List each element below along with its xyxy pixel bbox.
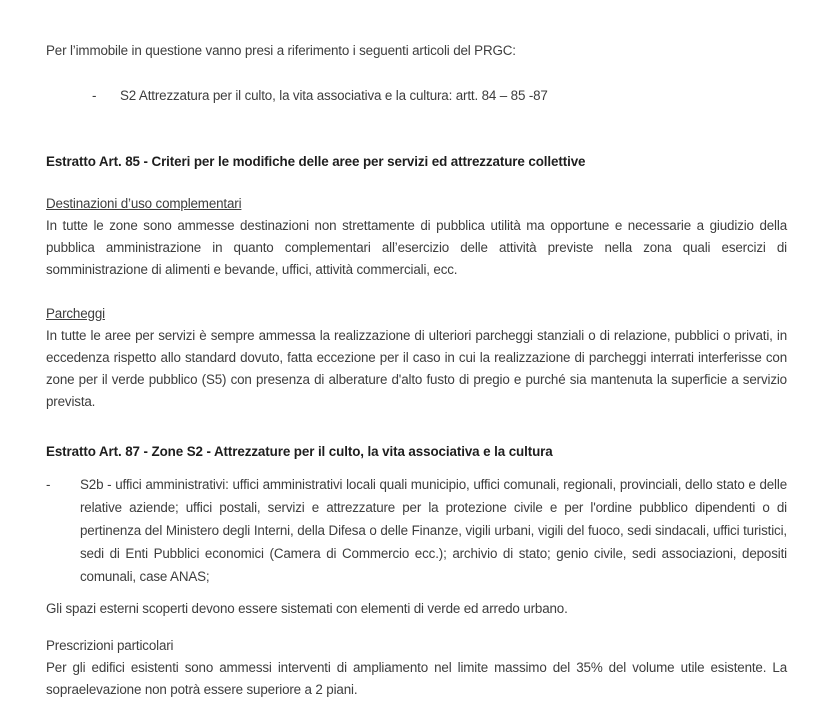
parcheggi-section-title: Parcheggi	[46, 306, 105, 321]
s2b-bullet	[46, 473, 787, 588]
prescriptions-title: Prescrizioni particolari	[46, 638, 174, 653]
s2b-bullet-text: S2b - uffici amministrativi: uffici amministrativi locali quali municipio, uffici comunali, regionali, provinciali, dello stato e delle relative aziende; uffici postali, servizi e attrezzature per la protezione civile e per l'ordine pubblico dipendenti o di pertinenza del Ministero degli Interni, della Difesa o delle Finanze, vigili urbani, vigili del fuoco, sedi sindacali, uffici turistici, sedi di Enti Pubblici economici (Camera di Commercio ecc.); archivio di stato; genio civile, sedi associazioni, depositi comunali, case ANAS;	[80, 477, 787, 584]
prescriptions-body: Per gli edifici esistenti sono ammessi interventi di ampliamento nel limite massimo del 35% del volume utile esistente. La sopraelevazione non potrà essere superiore a 2 piani.	[46, 660, 787, 697]
art85-heading: Estratto Art. 85 - Criteri per le modifiche delle aree per servizi ed attrezzature collettive	[46, 154, 586, 169]
intro-paragraph: Per l’immobile in questione vanno presi a riferimento i seguenti articoli del PRGC:	[46, 43, 516, 58]
bullet-dash: -	[92, 88, 97, 103]
prgc-articles-bullet-text: S2 Attrezzatura per il culto, la vita associativa e la cultura: artt. 84 – 85 -87	[120, 88, 548, 103]
art87-heading: Estratto Art. 87 - Zone S2 - Attrezzature per il culto, la vita associativa e la cultura	[46, 444, 553, 459]
bullet-dash: -	[46, 477, 51, 492]
destinazioni-section-body: In tutte le zone sono ammesse destinazioni non strettamente di pubblica utilità ma opportune e necessarie a giudizio della pubblica amministrazione in quanto complementari all’esercizio delle attività previste nella zona quali esercizi di somministrazione di alimenti e bevande, uffici, attività commerciali, ecc.	[46, 218, 787, 277]
prgc-articles-bullet	[92, 85, 787, 107]
parcheggi-section-body: In tutte le aree per servizi è sempre ammessa la realizzazione di ulteriori parcheggi stanziali o di relazione, pubblici o privati, in eccedenza rispetto allo standard dovuto, fatta eccezione per il caso in cui la realizzazione di parcheggi interrati interferisse con zone per il verde pubblico (S5) con presenza di alberature d'alto fusto di pregio e purché sia mantenuta la superficie a servizio prevista.	[46, 328, 787, 409]
destinazioni-section-title: Destinazioni d’uso complementari	[46, 196, 242, 211]
outdoor-spaces-line: Gli spazi esterni scoperti devono essere sistemati con elementi di verde ed arredo urbano.	[46, 601, 568, 616]
